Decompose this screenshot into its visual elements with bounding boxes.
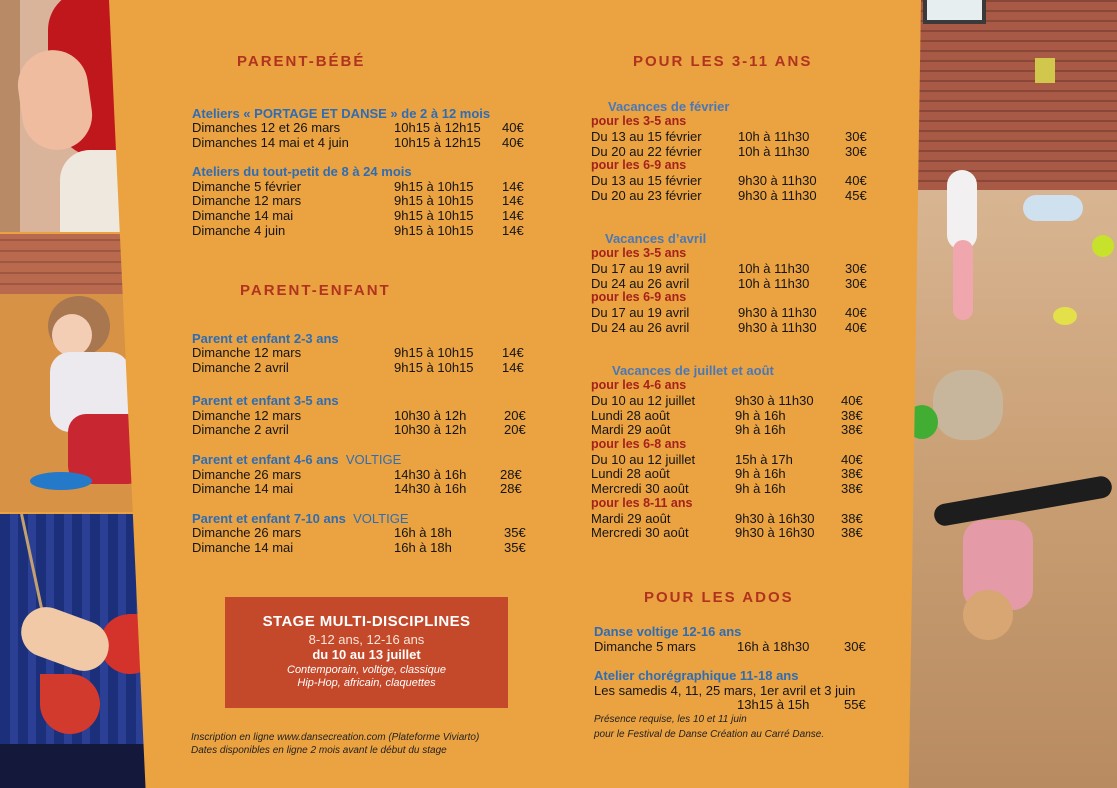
pe-4-6-heading: Parent et enfant 4-6 ans VOLTIGE	[192, 452, 402, 467]
pe-3-5-heading: Parent et enfant 3-5 ans	[192, 393, 339, 408]
stage-dates: du 10 au 13 juillet	[312, 647, 421, 662]
pe-2-3-heading: Parent et enfant 2-3 ans	[192, 331, 339, 346]
vacances-juillet-aout-heading: Vacances de juillet et août	[612, 363, 774, 378]
tout-petit-heading: Ateliers du tout-petit de 8 à 24 mois	[192, 164, 412, 179]
atelier-choregraphique-heading: Atelier chorégraphique 11-18 ans	[594, 668, 799, 683]
festival-note: pour le Festival de Danse Création au Carré Danse.	[594, 729, 825, 740]
age-group-label: pour les 4-6 ans	[591, 378, 687, 392]
parent-bebe-title: PARENT-BÉBÉ	[237, 53, 366, 70]
age-group-label: pour les 8-11 ans	[591, 496, 693, 510]
age-group-label: pour les 3-5 ans	[591, 246, 687, 260]
danse-voltige-heading: Danse voltige 12-16 ans	[594, 624, 742, 639]
atelier-dates: Les samedis 4, 11, 25 mars, 1er avril et 3 juin	[594, 683, 856, 698]
presence-note: Présence requise, les 10 et 11 juin	[594, 714, 747, 725]
vacances-fevrier-heading: Vacances de février	[608, 99, 730, 114]
age-group-label: pour les 6-8 ans	[591, 437, 687, 451]
pe-7-10-heading: Parent et enfant 7-10 ans VOLTIGE	[192, 511, 409, 526]
age-group-label: pour les 3-5 ans	[591, 114, 687, 128]
inscription-note: Inscription en ligne www.dansecreation.com (Plateforme Viviarto)	[191, 732, 480, 743]
stage-ages: 8-12 ans, 12-16 ans	[308, 632, 425, 647]
parent-enfant-title: PARENT-ENFANT	[240, 282, 391, 299]
stage-multi-disciplines-box	[225, 597, 508, 708]
vacances-avril-heading: Vacances d’avril	[605, 231, 707, 246]
ados-title: POUR LES ADOS	[644, 589, 794, 606]
stage-title: STAGE MULTI-DISCIPLINES	[262, 613, 471, 630]
trois-onze-title: POUR LES 3-11 ANS	[633, 53, 813, 70]
stage-styles: Contemporain, voltige, classique Hip-Hop, africain, claquettes	[287, 664, 446, 689]
dates-note: Dates disponibles en ligne 2 mois avant le début du stage	[191, 745, 447, 756]
age-group-label: pour les 6-9 ans	[591, 158, 687, 172]
age-group-label: pour les 6-9 ans	[591, 290, 687, 304]
portage-heading: Ateliers « PORTAGE ET DANSE » de 2 à 12 mois	[192, 106, 491, 121]
